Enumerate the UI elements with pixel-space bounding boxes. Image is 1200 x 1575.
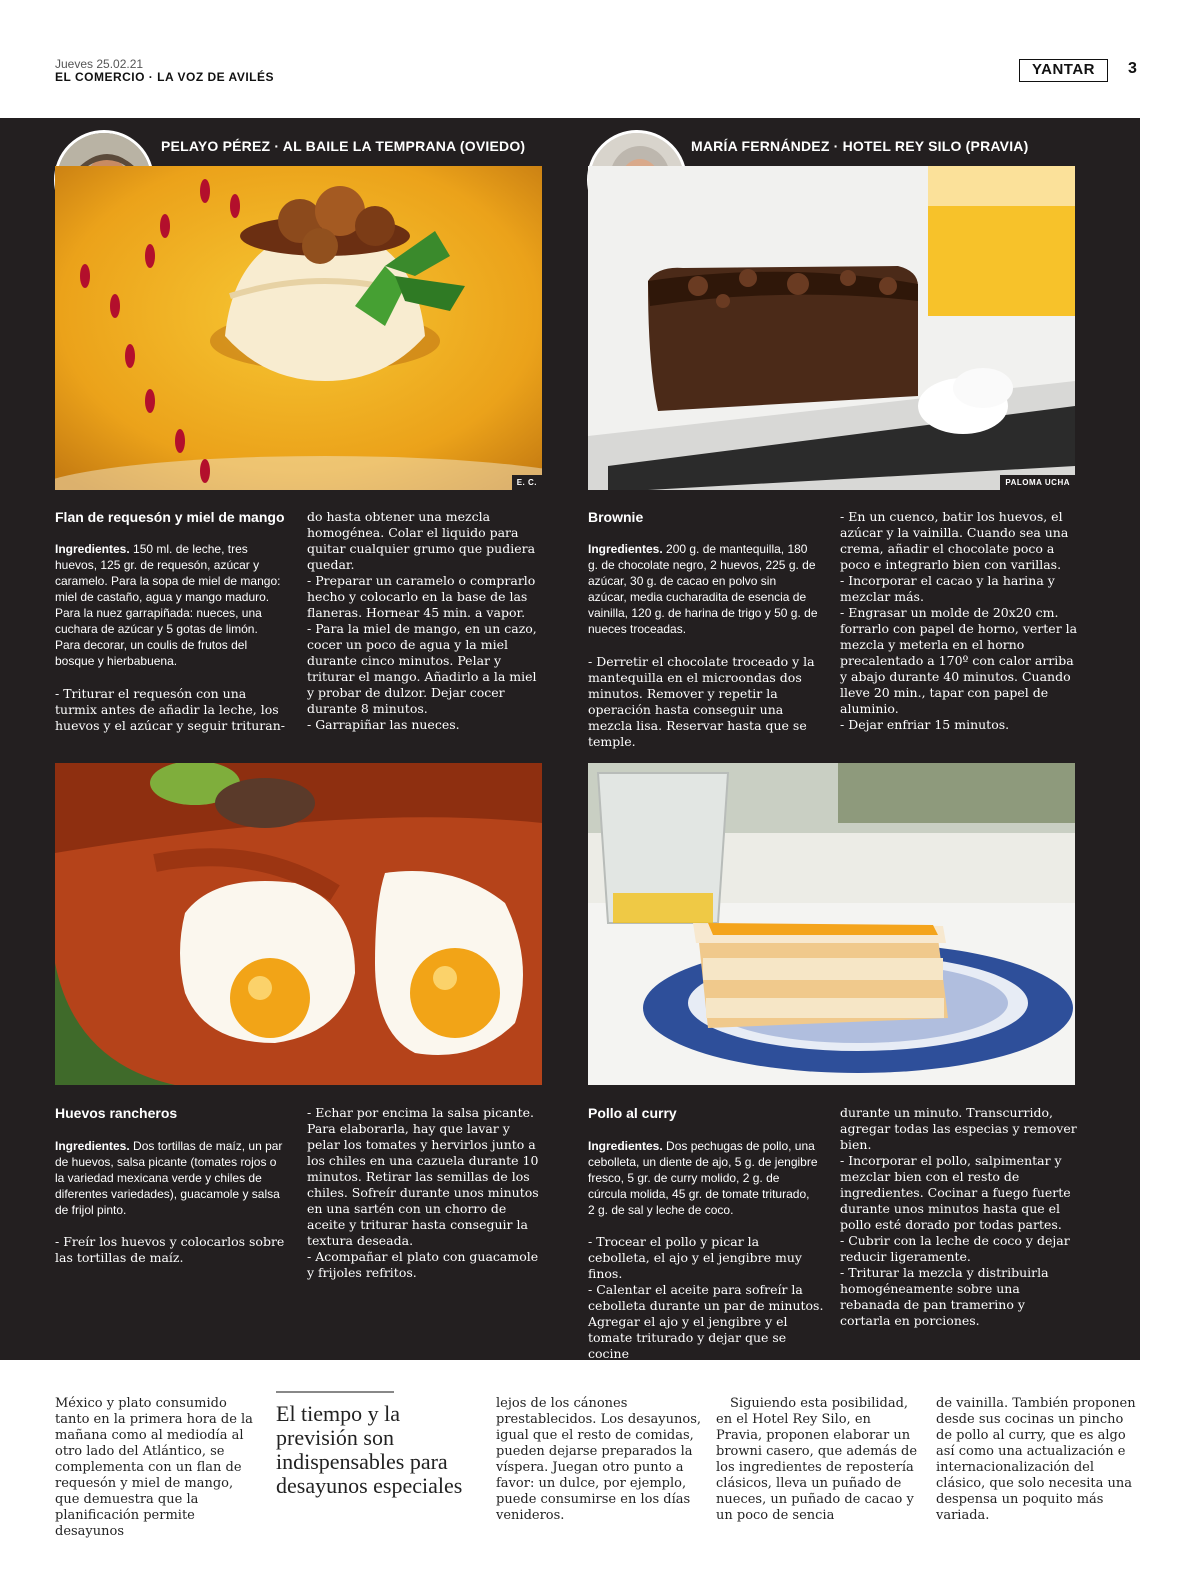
recipe-steps-huevos-a: - Freír los huevos y colocarlos sobre las tortillas de maíz. bbox=[55, 1234, 285, 1265]
recipe-steps-flan-a: - Triturar el requesón con una turmix antes de añadir la leche, los huevos y el azúcar y seguir trituran- bbox=[55, 686, 285, 733]
ingredients-label: Ingredientes. bbox=[55, 542, 130, 556]
ingredients-text: Dos pechugas de pollo, una cebolleta, un diente de ajo, 5 g. de jengibre fresco, 5 gr. de curry molido, 2 g. de cúrcula molida, 45 gr. de tomate triturado, 2 g. de sal y leche de coco. bbox=[588, 1139, 818, 1217]
pullquote: El tiempo y la previsión son indispensables para desayunos especiales bbox=[276, 1401, 463, 1498]
pullquote-rule bbox=[276, 1391, 394, 1393]
photo-credit-1: E. C. bbox=[512, 475, 542, 490]
page-number: 3 bbox=[1128, 60, 1137, 77]
flan-photo bbox=[55, 166, 542, 490]
newspaper-name: EL COMERCIO · LA VOZ DE AVILÉS bbox=[55, 70, 275, 84]
section-label: YANTAR bbox=[1019, 59, 1108, 82]
recipe-title-brownie: Brownie bbox=[588, 509, 644, 525]
recipe-title-huevos: Huevos rancheros bbox=[55, 1105, 178, 1121]
recipe-ingredients-brownie bbox=[588, 541, 818, 637]
ingredients-label: Ingredientes. bbox=[55, 1139, 130, 1153]
pollo-photo bbox=[588, 763, 1075, 1085]
ingredients-text: 150 ml. de leche, tres huevos, 125 gr. de requesón, azúcar y caramelo. Para la sopa de miel de mango: miel de castaño, agua y mango maduro. Para la nuez garrapiñada: nueces, una cuchara de azúcar y 5 gotas de limón. Para decorar, un coulis de frutos del bosque y hierbabuena. bbox=[55, 542, 281, 668]
recipe-steps-pollo-b: durante un minuto. Transcurrido, agregar todas las especias y remover bien. - Incorporar el pollo, salpimentar y mezclar bien con el resto de ingredientes. Cocinar a fuego fuerte durante unos minutos hasta que el pollo esté dorado por todas partes. - Cubrir con la leche de coco y dejar reducir ligeramente. - Triturar la mezcla y distribuirla homogéneamente sobre una rebanada de pan tramerino y cortarla en porciones. bbox=[840, 1105, 1077, 1328]
article-column-4: Siguiendo esta posibilidad, en el Hotel Rey Silo, en Pravia, proponen elaborar un browni casero, que además de los ingredientes de repostería clásicos, lleva un puñado de nueces, un puñado de cacao y un poco de sencia bbox=[716, 1396, 918, 1523]
photo-credit-2: PALOMA UCHA bbox=[1000, 475, 1075, 490]
recipe-ingredients-flan bbox=[55, 541, 285, 669]
brownie-photo bbox=[588, 166, 1075, 490]
recipe-steps-brownie-b: - En un cuenco, batir los huevos, el azúcar y la vainilla. Cuando sea una crema, añadir el chocolate poco a poco e integrarlo bien con varillas. - Incorporar el cacao y la harina y mezclar más. - Engrasar un molde de 20x20 cm. forrarlo con papel de horno, verter la mezcla y meterla en el horno precalentado a 170º con calor arriba y abajo durante 40 minutos. Cuando lleve 20 min., tapar con papel de aluminio. - Dejar enfriar 15 minutos. bbox=[840, 509, 1078, 732]
article-column-3: lejos de los cánones prestablecidos. Los desayunos, igual que el resto de comidas, pueden dejarse preparados la víspera. Juegan otro punto a favor: un dulce, por ejemplo, puede consumirse en los días venideros. bbox=[496, 1396, 701, 1523]
issue-date: Jueves 25.02.21 bbox=[55, 57, 144, 71]
recipe-steps-huevos-b: - Echar por encima la salsa picante. Para elaborarla, hay que lavar y pelar los tomates y hervirlos junto a los chiles en una cazuela durante 10 minutos. Retirar las semillas de los chiles. Sofreír durante unos minutos en una sartén con un chorro de aceite y triturar hasta conseguir la textura deseada. - Acompañar el plato con guacamole y frijoles refritos. bbox=[307, 1105, 539, 1280]
chef-name-1: PELAYO PÉREZ · AL BAILE LA TEMPRANA (OVIEDO) bbox=[161, 138, 526, 154]
ingredients-label: Ingredientes. bbox=[588, 542, 663, 556]
recipe-steps-flan-b: do hasta obtener una mezcla homogénea. Colar el liquido para quitar cualquier grumo que pudiera quedar. - Preparar un caramelo o comprarlo hecho y colocarlo en la base de las flaneras. Hornear 45 min. a vapor. - Para la miel de mango, en un cazo, cocer un poco de agua y la miel durante cinco minutos. Pelar y triturar el mango. Añadirlo a la miel y probar de dulzor. Dejar cocer durante 8 minutos. - Garrapiñar las nueces. bbox=[307, 509, 537, 732]
recipe-ingredients-pollo bbox=[588, 1138, 818, 1218]
recipe-title-pollo: Pollo al curry bbox=[588, 1105, 677, 1121]
article-column-1: México y plato consumido tanto en la primera hora de la mañana como al mediodía al otro lado del Atlántico, se complementa con un flan de requesón y miel de mango, que demuestra que la planificación permite desayunos bbox=[55, 1396, 253, 1539]
recipe-steps-pollo-a: - Trocear el pollo y picar la cebolleta, el ajo y el jengibre muy finos. - Calentar el aceite para sofreír la cebolleta durante un par de minutos. Agregar el ajo y el jengibre y el tomate triturado y dejar que se cocine bbox=[588, 1234, 824, 1361]
ingredients-text: 200 g. de mantequilla, 180 g. de chocolate negro, 2 huevos, 225 g. de azúcar, 30 g. de cacao en polvo sin azúcar, media cucharadita de esencia de vainilla, 120 g. de harina de trigo y 50 g. de nueces troceadas. bbox=[588, 542, 818, 636]
ingredients-text: Dos tortillas de maíz, un par de huevos, salsa picante (tomates rojos o la variedad mexicana verde y chiles de diferentes variedades), guacamole y salsa de frijol pinto. bbox=[55, 1139, 283, 1217]
recipe-ingredients-huevos bbox=[55, 1138, 285, 1218]
article-column-5: de vainilla. También proponen desde sus cocinas un pincho de pollo al curry, que es algo así como una actualización e internacionalización del clásico, que solo necesita una despensa un poquito más variada. bbox=[936, 1396, 1136, 1523]
ingredients-label: Ingredientes. bbox=[588, 1139, 663, 1153]
recipe-title-flan: Flan de requesón y miel de mango bbox=[55, 509, 285, 525]
chef-name-2: MARÍA FERNÁNDEZ · HOTEL REY SILO (PRAVIA) bbox=[691, 138, 1029, 154]
recipe-steps-brownie-a: - Derretir el chocolate troceado y la mantequilla en el microondas dos minutos. Remover y repetir la operación hasta conseguir una mezcla lisa. Reservar hasta que se temple. bbox=[588, 654, 815, 749]
huevos-photo bbox=[55, 763, 542, 1085]
